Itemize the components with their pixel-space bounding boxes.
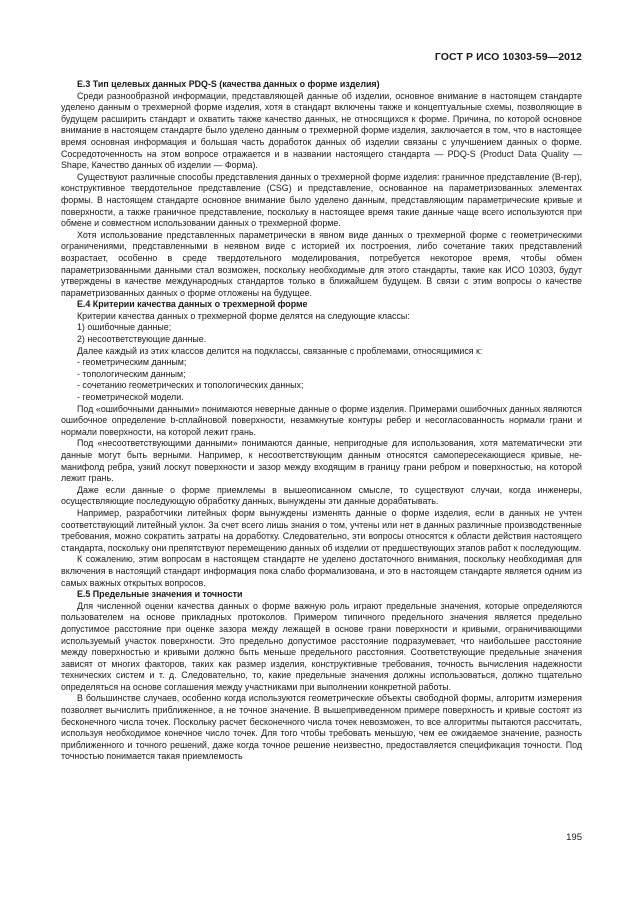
section-heading-e3: E.3 Тип целевых данных PDQ-S (качества данных о форме изделия): [77, 79, 380, 89]
list-item: 1) ошибочные данные;: [77, 322, 172, 333]
document-body: [61, 79, 582, 763]
paragraph: Среди разнообразной информации, представляющей данные об изделии, основное внимание в настоящем стандарте уделено данным о трехмерной форме изделия, хотя в стандарт включены также и концептуальные схемы, позволяющие в будущем расширить стандарт и охватить также качество данных, не относящихся к форме. Причина, по которой основное внимание в настоящем стандарте было уделено данным о трехмерной форме изделия, заключается в том, что в настоящее время основная информация и большая часть доработок данных об изделии связаны с улучшением данных о форме. Сосредоточенность на этом вопросе отражается и в названии настоящего стандарта — PDQ-S (Product Data Quality — Shape, Качество данных об изделии — Форма).: [61, 90, 582, 171]
document-id-header: ГОСТ Р ИСО 10303-59—2012: [434, 51, 582, 63]
section-heading-e5: E.5 Предельные значения и точности: [77, 589, 243, 600]
paragraph: Далее каждый из этих классов делится на подклассы, связанные с проблемами, относящимися к:: [77, 345, 483, 356]
paragraph: Существуют различные способы представления данных о трехмерной форме изделия: граничное представление (B-rep), конструктивное твердотельное представление (CSG) и представление, основанное на параметризованных элементах формы. В настоящем стандарте основное внимание было уделено данным, представляющим параметрические кривые и поверхности, а также граничное представление, поскольку в настоящее время такие данные чаще всего используются при обмене и совместном использовании данных о трехмерной форме.: [61, 171, 582, 229]
paragraph: Для численной оценки качества данных о форме важную роль играют предельные значения, которые определяются пользователем на основе прикладных протоколов. Примером типичного предельного значения является предельно допустимое расстояние при оценке зазора между лежащей в основе грани поверхности и кривыми, ограничивающими используемый участок поверхности. Это предельно допустимое расстояние подразумевает, что наибольшее расстояние между поверхностью и кривыми должно быть меньше предельного расстояния. Соответствующие предельные значения зависят от многих факторов, таких как размер изделия, конструктивные требования, точность вычисления надежности технических систем и т. д. Следовательно, то, какие предельные значения должны использоваться, должно тщательно определяться на основе соглашения между участниками при выполнении конкретной работы.: [61, 600, 582, 692]
section-heading-e4: E.4 Критерии качества данных о трехмерной форме: [77, 299, 308, 310]
list-item: - сочетанию геометрических и топологических данных;: [77, 380, 304, 391]
paragraph: Под «несоответствующими данными» понимаются данные, непригодные для использования, хотя математически эти данные могут быть верными. Например, к несоответствующим данным относятся самопересекающиеся кривые, не-манифолд ребра, узкий лоскут поверхности и зазор между входящим в границу грани ребром и поверхностью, на которой лежит грань.: [61, 438, 582, 484]
paragraph: К сожалению, этим вопросам в настоящем стандарте не уделено достаточного внимания, поскольку необходимая для включения в настоящий стандарт информация пока слабо формализована, и это в настоящем стандарте является одним из самых важных открытых вопросов.: [61, 554, 582, 588]
list-item: - геометрическим данным;: [77, 357, 187, 368]
page-number: 195: [566, 832, 582, 843]
paragraph: Хотя использование представленных параметрически в явном виде данных о трехмерной форме с геометрическими ограничениями, представленными в неявном виде с историей их построения, либо сочетание таких представлений возрастает, особенно в среде твердотельного моделирования, потребуется некоторое время, чтобы обмен параметризованными данными стал возможен, поскольку необходимые для этого стандарты, такие как ИСО 10303, будут утверждены в качестве международных стандартов только в ближайшем будущем. В связи с этим вопросы о качестве параметризованных данных о форме отложены на будущее.: [61, 229, 582, 298]
paragraph: Критерии качества данных о трехмерной форме делятся на следующие классы:: [77, 310, 410, 321]
list-item: - топологическим данным;: [77, 368, 186, 379]
paragraph: Даже если данные о форме приемлемы в вышеописанном смысле, то существуют случаи, когда инженеры, осуществляющие последующую обработку данных, вынуждены эти данные дорабатывать.: [61, 484, 582, 507]
paragraph: Под «ошибочными данными» понимаются неверные данные о форме изделия. Примерами ошибочных данных являются ошибочное определение b-сплайновой поверхности, незамкнутые контуры ребер и несогласованность нормали грани и нормали поверхности, на которой лежит грань.: [61, 403, 582, 437]
paragraph: В большинстве случаев, особенно когда используются геометрические объекты свободной формы, алгоритм измерения позволяет вычислить приближенное, а не точное значение. В вышеприведенном примере поверхность и кривые состоят из бесконечного числа точек. Поскольку расчет бесконечного числа точек невозможен, то все алгоритмы пытаются рассчитать, используя необходимое конечное число точек. Для того чтобы требовать меньшую, чем ее ожидаемое значение, разность приближенного и точного решений, даже когда точное решение неизвестно, предоставляется спецификация точности. Под точностью понимается такая приемлемость: [61, 693, 582, 762]
paragraph: Например, разработчики литейных форм вынуждены изменять данные о форме изделия, если в данных не учтен соответствующий литейный уклон. За счет всего лишь знания о том, учтены или нет в данных различные производственные требования, можно сократить затраты на доработку. Следовательно, эти вопросы относятся к области действия настоящего стандарта, поскольку они препятствуют перемещению данных об изделии от предшествующих этапов работ к последующим.: [61, 507, 582, 553]
list-item: - геометрической модели.: [77, 392, 184, 403]
list-item: 2) несоответствующие данные.: [77, 334, 207, 345]
